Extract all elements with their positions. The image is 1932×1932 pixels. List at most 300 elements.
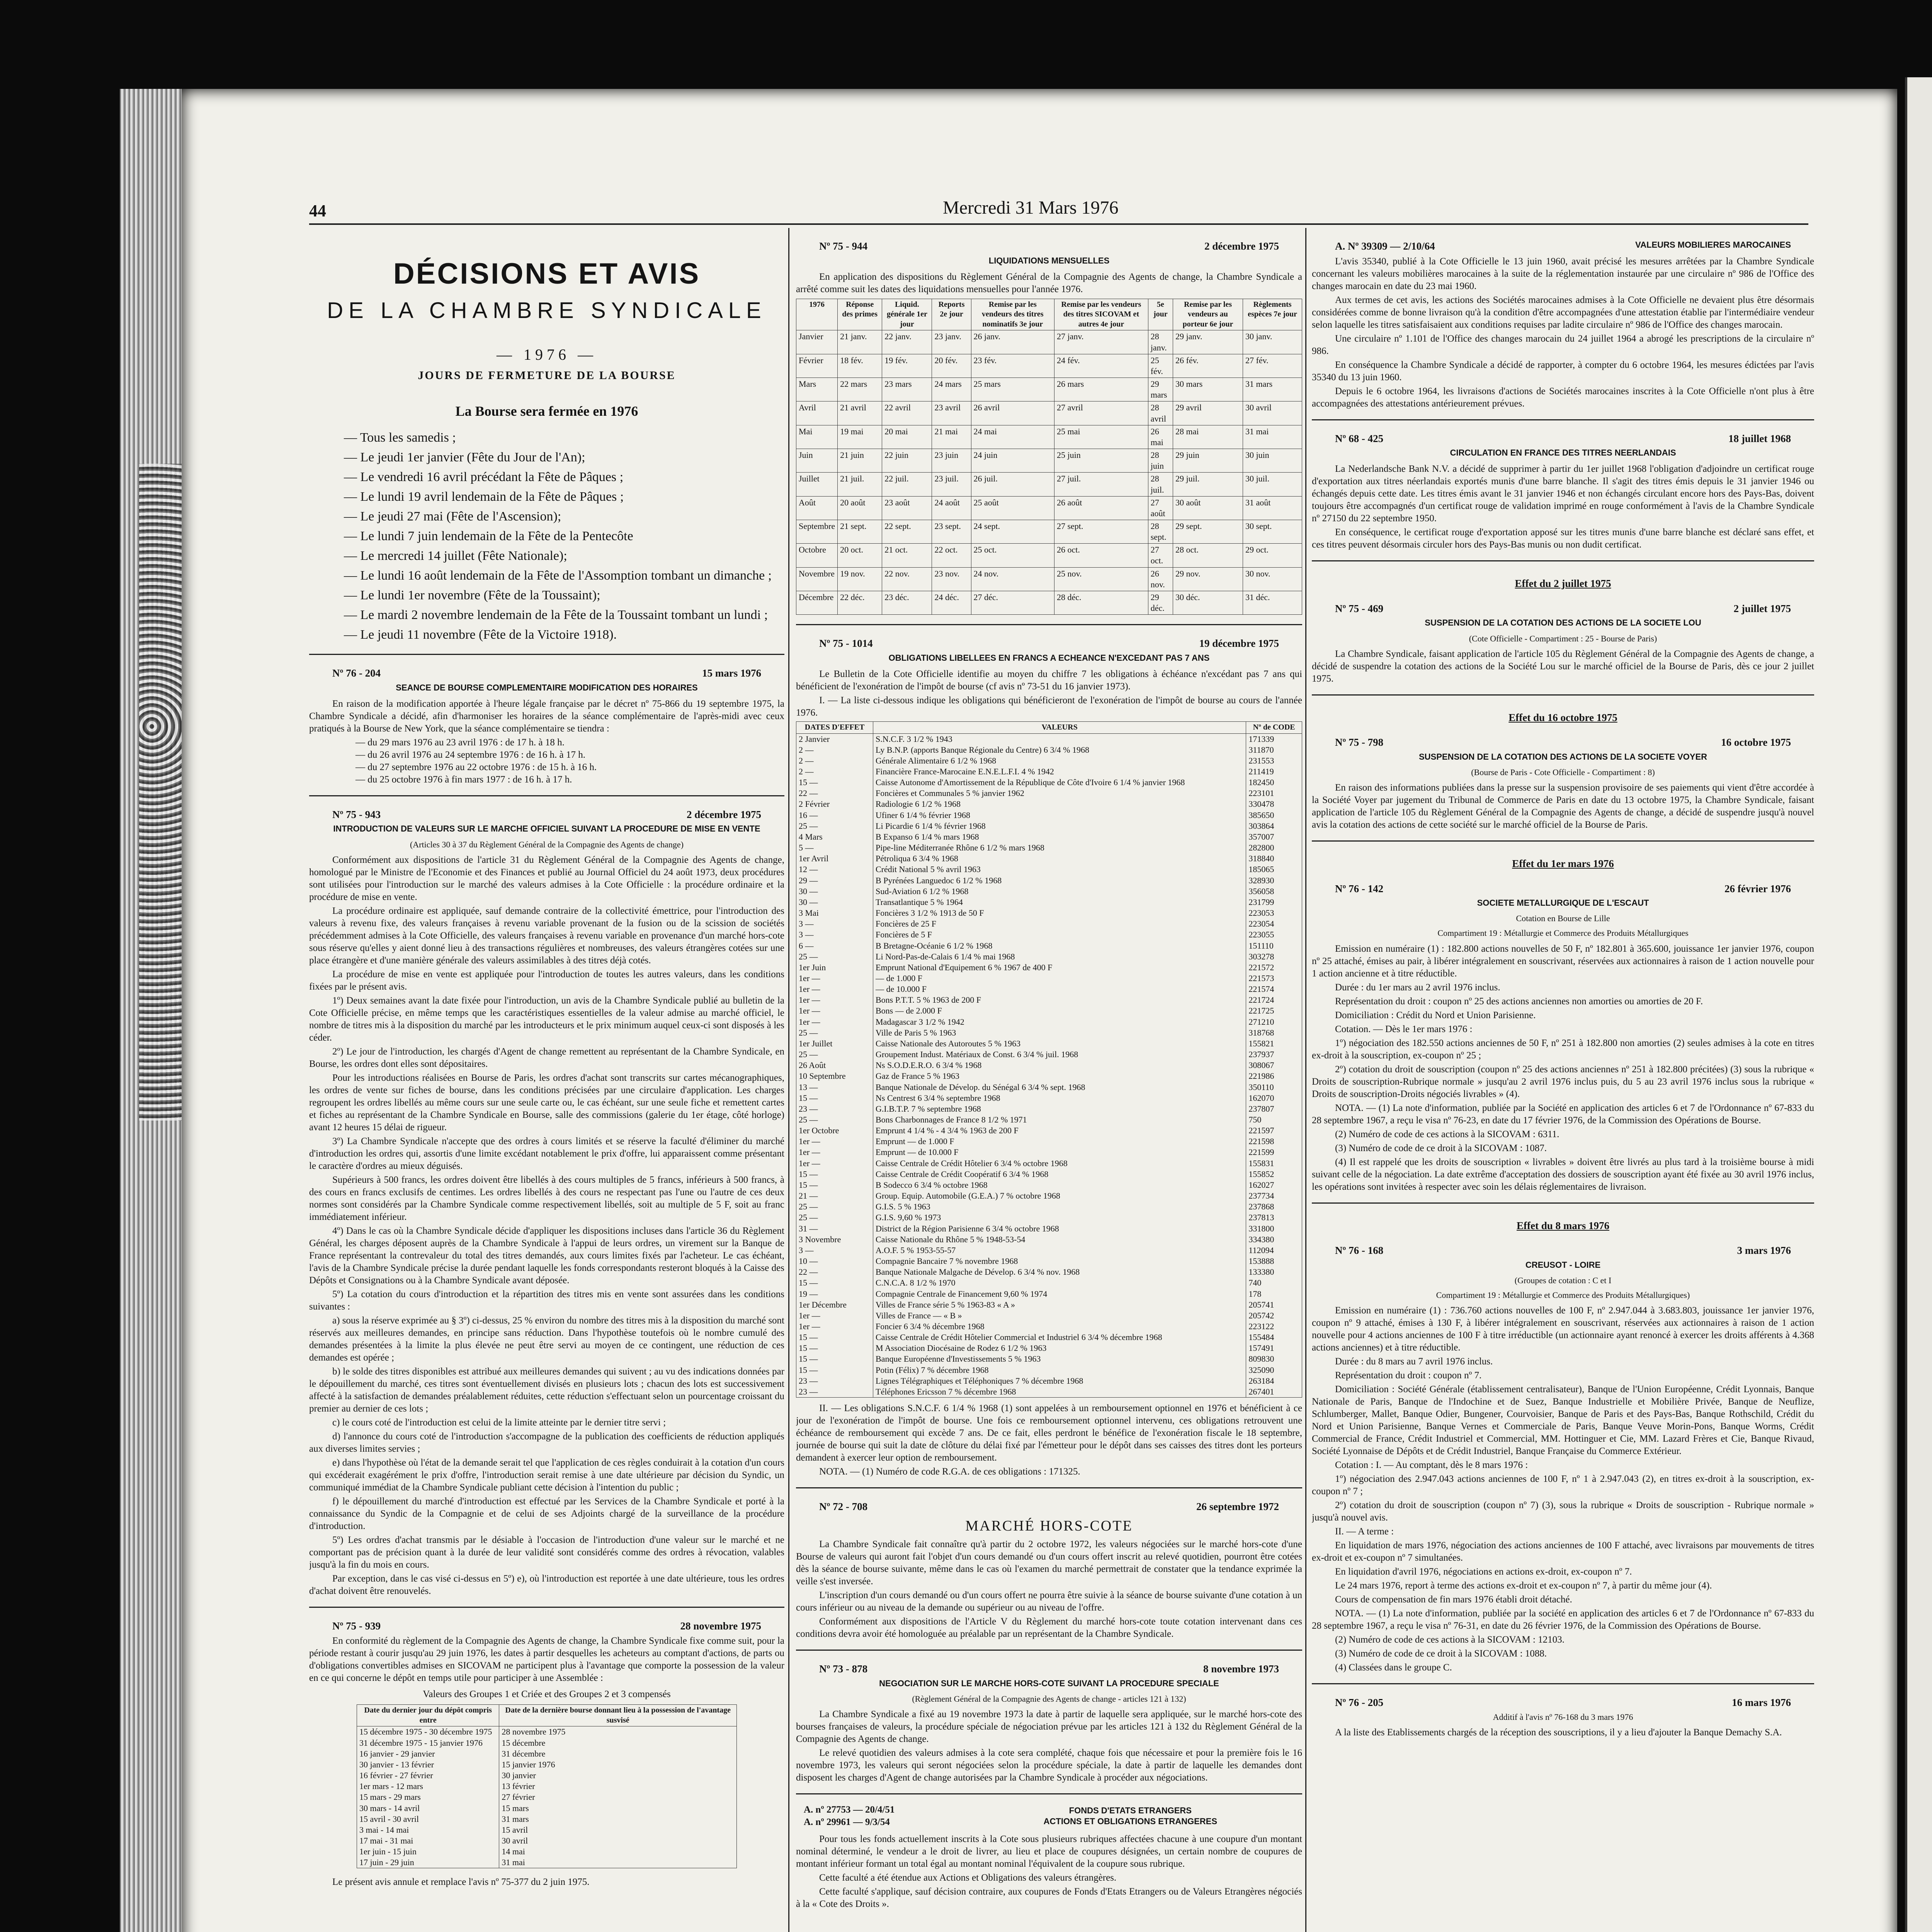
table-cell: 23 sept. [932, 520, 971, 543]
table-cell: 19 — [796, 1289, 873, 1299]
table-cell: Banque Européenne d'Investissements 5 % 1963 [873, 1354, 1246, 1364]
table-cell: 30 janvier [499, 1770, 737, 1781]
article-title: SUSPENSION DE LA COTATION DES ACTIONS DE LA SOCIETE VOYER [1418, 752, 1708, 762]
table-cell: 23 janv. [932, 330, 971, 354]
table-cell: 155831 [1246, 1158, 1302, 1169]
table-cell: 1er — [796, 973, 873, 984]
table-row [796, 1169, 1302, 1180]
table-row [796, 1005, 1302, 1016]
paragraph: La Chambre Syndicale fait connaître qu'à partir du 2 octobre 1972, les valeurs négociées sur le marché hors-cote d'une Bourse de valeurs qui auront fait l'objet d'un cours demandé ou d'un cours offert inscrit au relevé quotidien, pourront être cotées dès la séance de bourse suivante, même dans le cas où l'examen du marché permettrait de constater que la tendance exprimée la veille s'est inversée. [796, 1539, 1302, 1587]
article-text: La Chambre Syndicale, faisant application de l'article 105 du Règlement Général de la Compagnie des Agents de change, a décidé de suspendre la cotation des actions de la Société Lou sur le marché officiel de la Bourse de Paris, dès ce jour 2 juillet 1975. [1312, 648, 1814, 684]
table-cell: 27 janv. [1054, 330, 1148, 354]
table-cell: Li Nord-Pas-de-Calais 6 1/4 % mai 1968 [873, 951, 1246, 962]
table-cell: Villes de France — « B » [873, 1310, 1246, 1321]
table-cell: 21 oct. [882, 544, 932, 567]
table-cell: 1er — [796, 1158, 873, 1169]
schedule-item: — du 29 mars 1976 au 23 avril 1976 : de 17 h. à 18 h. [355, 737, 565, 748]
table-cell: 31 mars [1243, 378, 1302, 401]
table-cell: 23 — [796, 1104, 873, 1114]
table-cell: B Pyrénées Languedoc 6 1/2 % 1968 [873, 875, 1246, 886]
table-cell: 30 nov. [1243, 567, 1302, 591]
table-cell: 26 fév. [1173, 354, 1243, 378]
closing-day-item: — Le mardi 2 novembre lendemain de la Fête de la Toussaint tombant un lundi ; [344, 605, 784, 625]
table-row [796, 1125, 1302, 1136]
table-cell: G.I.B.T.P. 7 % septembre 1968 [873, 1104, 1246, 1114]
table-cell: 22 nov. [882, 567, 932, 591]
table-cell: 30 — [796, 886, 873, 897]
table-row [796, 777, 1302, 788]
table-cell: 205742 [1246, 1310, 1302, 1321]
table-cell: 21 juin [838, 449, 882, 473]
table-row [796, 1093, 1302, 1104]
paragraph: Supérieurs à 500 francs, les ordres doivent être libellés à des cours multiples de 5 francs, inférieurs à 500 francs, à des cours en francs exclusifs de centimes. Les ordres libellés à des cours ne respectant pas l'une ou l'autre de ces deux normes sont considérés par la Chambre Syndicale comme respectivement libellés, soit au multiple de 5 F, soit au franc immédiatement inférieur. [309, 1174, 784, 1222]
table-row [796, 1256, 1302, 1267]
table-cell: Novembre [796, 567, 838, 591]
article-subtitle: (Cote Officielle - Compartiment : 25 - Bourse de Paris) [1469, 633, 1657, 643]
table-cell: 4 Mars [796, 832, 873, 842]
table-cell: 19 nov. [838, 567, 882, 591]
table-cell: 15 — [796, 1332, 873, 1343]
table-cell: 2 Janvier [796, 733, 873, 745]
table-cell: 15 — [796, 1277, 873, 1288]
table-cell: Caisse Nationale du Rhône 5 % 1948-53-54 [873, 1234, 1246, 1245]
table-cell: 17 mai - 31 mai [357, 1835, 499, 1846]
table-row [796, 520, 1302, 543]
table-cell: 15 — [796, 1343, 873, 1354]
divider [796, 1650, 1302, 1651]
effect-date: Effet du 2 juillet 1975 [1515, 578, 1611, 590]
table-cell: 13 — [796, 1082, 873, 1093]
table-cell: 20 mai [882, 425, 932, 449]
table-row [796, 962, 1302, 973]
table-cell: 25 nov. [1054, 567, 1148, 591]
paragraph: Pour tous les fonds actuellement inscrits à la Cote sous plusieurs rubriques affectées chacune à une coupure d'un montant nominal déterminé, le vendeur a le droit de livrer, au lieu et place de coupures désignées, un certain nombre de coupures de montant inférieur formant un total égal au montant nominal l'équivalent de la coupure sous rubrique. [796, 1834, 1302, 1869]
table-row [357, 1781, 737, 1792]
table-cell: C.N.C.A. 8 1/2 % 1970 [873, 1277, 1246, 1288]
article-text: II. — Les obligations S.N.C.F. 6 1/4 % 1968 (1) sont appelées à un remboursement optionnel en 1976 et bénéficient à ce jour de l'exonération de l'impôt de bourse. Une fois ce remboursement optionnel intervenu, ces obligations retrouvent une échéance de remboursement qui excède 7 ans. De ce fait, elles perdront le bénéfice de l'exonération fiscale le 18 septembre, journée de bourse qui suit la date de clôture du délai fixé par l'émetteur pour le dépôt dans ses caisses des titres dont les porteurs demandent à exercer leur option de remboursement. [796, 1403, 1302, 1463]
schedule-item: — du 25 octobre 1976 à fin mars 1977 : de 16 h. à 17 h. [355, 774, 572, 785]
table-cell: 231553 [1246, 755, 1302, 766]
article-title: SEANCE DE BOURSE COMPLEMENTAIRE MODIFICATION DES HORAIRES [396, 682, 698, 692]
table-cell: 15 mars [499, 1803, 737, 1814]
article-header: Nº 75 - 469 2 juillet 1975 [1335, 602, 1791, 614]
article-footer: Le présent avis annule et remplace l'avis nº 75-377 du 2 juin 1975. [332, 1877, 590, 1888]
table-cell: Bons Charbonnages de France 8 1/2 % 1971 [873, 1114, 1246, 1125]
table-cell: 15 avril [499, 1825, 737, 1835]
closing-day-item: — Le lundi 19 avril lendemain de la Fête de Pâques ; [344, 487, 784, 507]
paragraph: Depuis le 6 octobre 1964, les livraisons d'actions de Sociétés marocaines inscrites à la Cote Officielle n'ont plus à être accompagnées des attestations antérieurement prévues. [1312, 386, 1814, 409]
paragraph: Domiciliation : Société Générale (établissement centralisateur), Banque de l'Union Européenne, Crédit Lyonnais, Banque Nationale de Paris, Banque de l'Indochine et de Suez, Banque Industrielle et Mobilière Privée, Banque de Neuflize, Schlumberger, Mallet, Banque Odier, Bungener, Courvoisier, Banque de Paris et des Pays-Bas, Banque Rothschild, Crédit du Nord et Union Parisienne, Banque Vernes et Commerciale de Paris, Banque Veuve Morin-Pons, Banque Worms, Crédit Commercial de France, Crédit Industriel et Commercial, MM. Hottinguer et Cie, MM. Lazard Frères et Cie, Banque Rivaud, Société Lyonnaise de Dépôts et de Crédit Industriel, Banque Française du Commerce Extérieur. [1312, 1384, 1814, 1457]
paragraph: 2º) Le jour de l'introduction, les chargés d'Agent de change remettent au représentant de la Chambre Syndicale, en Bourse, les ordres dont elles sont dépositaires. [309, 1046, 784, 1069]
main-subtitle: DE LA CHAMBRE SYNDICALE [327, 298, 767, 323]
table-cell: Lignes Télégraphiques et Téléphoniques 7 % décembre 1968 [873, 1376, 1246, 1386]
liquidation-table [796, 299, 1302, 615]
main-title: DÉCISIONS ET AVIS [393, 257, 701, 290]
table-cell: District de la Région Parisienne 6 3/4 % octobre 1968 [873, 1223, 1246, 1234]
table-cell: 24 déc. [932, 591, 971, 614]
table-cell: 267401 [1246, 1386, 1302, 1398]
table-cell: 223054 [1246, 918, 1302, 929]
table-cell: 22 juil. [882, 473, 932, 496]
table-row [796, 951, 1302, 962]
article-text: Le Bulletin de la Cote Officielle identifie au moyen du chiffre 7 les obligations à échéance n'excédant pas 7 ans qui bénéficient de l'exonération de l'impôt de bourse (cf avis nº 73-51 du 16 janvier 1973). [796, 668, 1302, 692]
article-text: En application des dispositions du Règlement Général de la Compagnie des Agents de change, la Chambre Syndicale a arrêté comme suit les dates des liquidations mensuelles pour l'année 1976. [796, 271, 1302, 294]
table-row [796, 995, 1302, 1005]
table-cell: Pipe-line Méditerranée Rhône 6 1/2 % mars 1968 [873, 842, 1246, 853]
table-cell: 22 oct. [932, 544, 971, 567]
table-cell: 15 — [796, 1169, 873, 1180]
divider [1312, 419, 1814, 420]
table-row [796, 1277, 1302, 1288]
table-row [796, 378, 1302, 401]
article-text: En conformité du règlement de la Compagnie des Agents de change, la Chambre Syndicale fixe comme suit, pour la période restant à courir jusqu'au 29 juin 1976, les dates à partir desquelles les acheteurs au comptant d'actions, de parts ou d'obligations convertibles admises en SICOVAM ne participent plus à l'avantage que comporte la possession de la valeur en ce qui concerne le dépôt en temps utile pour participer à une Assemblée : [309, 1636, 784, 1684]
column-header: Liquid. générale 1er jour [882, 299, 932, 330]
table-cell: 26 Août [796, 1060, 873, 1071]
table-row [796, 1049, 1302, 1060]
effect-date: Effet du 8 mars 1976 [1517, 1219, 1609, 1231]
table-cell: 29 avril [1173, 401, 1243, 425]
table-cell: 31 décembre 1975 - 15 janvier 1976 [357, 1738, 499, 1748]
table-cell: 5 — [796, 842, 873, 853]
paragraph: Représentation du droit : coupon nº 7. [1335, 1370, 1482, 1381]
table-cell: 16 — [796, 810, 873, 821]
column-2 [796, 228, 1302, 1932]
table-cell: B Bretagne-Océanie 6 1/2 % 1968 [873, 940, 1246, 951]
table-cell: G.I.S. 5 % 1963 [873, 1201, 1246, 1212]
divider [1312, 1202, 1814, 1204]
divider [1312, 694, 1814, 696]
table-cell: 308067 [1246, 1060, 1302, 1071]
table-cell: 26 mai [1148, 425, 1173, 449]
table-cell: 15 — [796, 1365, 873, 1376]
table-row [357, 1759, 737, 1770]
article-note: NOTA. — (1) Numéro de code R.G.A. de ces obligations : 171325. [819, 1466, 1080, 1477]
table-cell: 30 mars - 14 avril [357, 1803, 499, 1814]
table-cell: 28 novembre 1975 [499, 1726, 737, 1738]
article-subtitle: Compartiment 19 : Métallurgie et Commerce des Produits Métallurgiques [1437, 928, 1689, 938]
table-cell: Foncières de 25 F [873, 918, 1246, 929]
table-cell: 31 mars [499, 1814, 737, 1825]
table-row [796, 1365, 1302, 1376]
table-cell: 28 avril [1148, 401, 1173, 425]
table-cell: 29 juin [1173, 449, 1243, 473]
next-page-edge [1905, 77, 1932, 1932]
table-cell: Téléphones Ericsson 7 % décembre 1968 [873, 1386, 1246, 1398]
article-header: Nº 76 - 205 16 mars 1976 [1335, 1697, 1791, 1709]
closing-day-item: — Le jeudi 1er janvier (Fête du Jour de l'An); [344, 447, 784, 467]
article-header: Nº 72 - 708 26 septembre 1972 [819, 1501, 1279, 1513]
table-cell: 3 Novembre [796, 1234, 873, 1245]
table-cell: 22 — [796, 788, 873, 799]
column-header: DATES D'EFFET [796, 721, 873, 733]
table-row [796, 1386, 1302, 1398]
table-cell: 15 décembre [499, 1738, 737, 1748]
table-cell: 205741 [1246, 1299, 1302, 1310]
table-cell: Emprunt — de 10.000 F [873, 1147, 1246, 1158]
table-cell: 2 — [796, 745, 873, 755]
table-row [796, 908, 1302, 918]
table-cell: Caisse Centrale de Crédit Hôtelier Commercial et Industriel 6 3/4 % décembre 1968 [873, 1332, 1246, 1343]
paragraph: 1º) Deux semaines avant la date fixée pour l'introduction, un avis de la Chambre Syndicale publié au bulletin de la Cote Officielle précise, en même temps que les caractéristiques essentielles de la valeur admise au marché officiel, le nombre de titres mis à la disposition du marché par les introducteurs et le prix minimum auquel ceux-ci sont disposés à les céder. [309, 995, 784, 1043]
table-cell: 27 sept. [1054, 520, 1148, 543]
header-rule [309, 223, 1808, 225]
table-cell: 31 mai [499, 1857, 737, 1868]
column-1 [309, 228, 784, 1932]
table-cell: 1er Octobre [796, 1125, 873, 1136]
table-header-row [796, 721, 1302, 733]
paragraph: 2º) cotation du droit de souscription (coupon nº 7) (3), sous la rubrique « Droits de souscription - Rubrique normale » jusqu'à nouvel avis. [1312, 1500, 1814, 1523]
article-body [1312, 463, 1814, 551]
table-cell: 325090 [1246, 1365, 1302, 1376]
table-cell: 23 fév. [971, 354, 1054, 378]
table-cell: 28 juil. [1148, 473, 1173, 496]
table-row [796, 1201, 1302, 1212]
table-cell: 282800 [1246, 842, 1302, 853]
table-cell: 1er — [796, 1136, 873, 1147]
article-body [1312, 255, 1814, 410]
table-cell: Mars [796, 378, 838, 401]
table-cell: 331800 [1246, 1223, 1302, 1234]
table-row [796, 1180, 1302, 1190]
table-cell: G.I.S. 9,60 % 1973 [873, 1212, 1246, 1223]
table-cell: 155821 [1246, 1038, 1302, 1049]
table-cell: 334380 [1246, 1234, 1302, 1245]
table-cell: 22 déc. [838, 591, 882, 614]
table-cell: 2 — [796, 766, 873, 777]
table-cell: 24 nov. [971, 567, 1054, 591]
effect-date: Effet du 16 octobre 1975 [1509, 711, 1617, 723]
column-header: Remise par les vendeurs des titres nominatifs 3e jour [971, 299, 1054, 330]
dates-table [357, 1704, 737, 1868]
article-subtitle: (Règlement Général de la Compagnie des Agents de change - articles 121 à 132) [912, 1694, 1186, 1704]
table-cell: Mai [796, 425, 838, 449]
schedule-list [309, 736, 784, 786]
schedule-item: — du 26 avril 1976 au 24 septembre 1976 : de 16 h. à 17 h. [355, 749, 586, 760]
table-cell: 223101 [1246, 788, 1302, 799]
table-cell: 26 mars [1054, 378, 1148, 401]
table-cell: 27 février [499, 1792, 737, 1803]
table-cell: 31 déc. [1243, 591, 1302, 614]
table-cell: 17 juin - 29 juin [357, 1857, 499, 1868]
table-row [796, 1158, 1302, 1169]
table-cell: 221598 [1246, 1136, 1302, 1147]
table-row [796, 929, 1302, 940]
table-row [796, 1321, 1302, 1332]
paragraph: NOTA. — (1) La note d'information, publiée par la Société en application des articles 6 et 7 de l'Ordonnance nº 67-833 du 28 septembre 1967, a reçu le visa nº 76-23, en date du 17 février 1976, de la Commission des Opérations de Bourse. [1312, 1102, 1814, 1126]
table-cell: 3 Mai [796, 908, 873, 918]
article-header: Nº 75 - 1014 19 décembre 1975 [819, 638, 1279, 650]
table-cell: 171339 [1246, 733, 1302, 745]
table-cell: Villes de France série 5 % 1963-83 « A » [873, 1299, 1246, 1310]
table-cell: 24 mai [971, 425, 1054, 449]
article-body [1312, 943, 1814, 1193]
table-cell: Radiologie 6 1/2 % 1968 [873, 799, 1246, 810]
article-header: Nº 68 - 425 18 juillet 1968 [1335, 432, 1791, 444]
table-row [357, 1846, 737, 1857]
paragraph: Le 24 mars 1976, report à terme des actions ex-droit et ex-coupon nº 7, à partir du même jour (4). [1335, 1580, 1712, 1591]
column-header: Réponse des primes [838, 299, 882, 330]
paragraph: Domiciliation : Crédit du Nord et Union Parisienne. [1335, 1010, 1536, 1020]
table-cell: 357007 [1246, 832, 1302, 842]
table-cell: 1er — [796, 1310, 873, 1321]
paragraph: Cotation. — Dès le 1er mars 1976 : [1335, 1024, 1473, 1034]
column-header: Nº de CODE [1246, 721, 1302, 733]
table-cell: 21 juil. [838, 473, 882, 496]
table-cell: 25 août [971, 496, 1054, 520]
paragraph: Cotation : I. — Au comptant, dès le 8 mars 1976 : [1335, 1460, 1528, 1471]
paragraph: Pour les introductions réalisées en Bourse de Paris, les ordres d'achat sont transcrits sur cartes mécanographiques, les ordres de vente sur fiches de bourse, dans les conditions précisées par une circulaire d'application. Les charges regroupent les ordres libellés au même cours sur une seule carte ou, le cas échéant, sur une seule fiche et remettent cartes et fiches au représentant de la Chambre Syndicale en Bourse, salle des commissions (galerie du 1er étage, côté horloge) avant 12 heures 15 délai de rigueur. [309, 1072, 784, 1133]
table-cell: 22 — [796, 1267, 873, 1277]
table-cell: 303278 [1246, 951, 1302, 962]
table-row [357, 1857, 737, 1868]
table-cell: 23 juin [932, 449, 971, 473]
table-row [357, 1726, 737, 1738]
paragraph: Durée : du 1er mars au 2 avril 1976 inclus. [1335, 982, 1500, 993]
table-cell: Février [796, 354, 838, 378]
table-cell: 237937 [1246, 1049, 1302, 1060]
article-title: SOCIETE METALLURGIQUE DE L'ESCAUT [1477, 898, 1649, 908]
paragraph: e) dans l'hypothèse où l'état de la demande serait tel que l'application de ces règles conduirait à la cotation d'un cours qui excéderait exagérément le prix d'offre, l'introduction serait remise à une date ultérieure par décision du Syndic, un communiqué immédiat de la Chambre Syndicale publiant cette décision à l'intention du public ; [309, 1457, 784, 1493]
article-body [796, 1708, 1302, 1784]
table-cell: Ville de Paris 5 % 1963 [873, 1027, 1246, 1038]
table-row [357, 1825, 737, 1835]
table-row [796, 1027, 1302, 1038]
article-title: CIRCULATION EN FRANCE DES TITRES NEERLANDAIS [1450, 448, 1676, 458]
closing-day-item: — Le lundi 7 juin lendemain de la Fête de la Pentecôte [344, 526, 784, 546]
table-cell: Août [796, 496, 838, 520]
closing-day-item: — Tous les samedis ; [344, 428, 784, 447]
table-cell: 30 juil. [1243, 473, 1302, 496]
article-body [796, 1833, 1302, 1910]
divider [309, 1607, 784, 1608]
table-cell: 15 mars - 29 mars [357, 1792, 499, 1803]
table-cell: 21 janv. [838, 330, 882, 354]
table-cell: 221573 [1246, 973, 1302, 984]
table-cell: Bons P.T.T. 5 % 1963 de 200 F [873, 995, 1246, 1005]
table-row [796, 473, 1302, 496]
table-row [796, 330, 1302, 354]
table-cell: 16 février - 27 février [357, 1770, 499, 1781]
table-cell: Pétroliqua 6 3/4 % 1968 [873, 853, 1246, 864]
paragraph: La procédure ordinaire est appliquée, sauf demande contraire de la collectivité émettrice, pour l'introduction des valeurs à revenu fixe, des valeurs françaises à revenu variable provenant de la fusion ou de la scission de sociétés précédemment admises à la Cote Officielle, des valeurs françaises à revenu variable en provenance d'un marché hors-cote sous réserve qu'elles y aient donné lieu à des transactions régulières et nombreuses, des valeurs étrangères cotées sur une place étrangère et d'une manière générale des valeurs assimilables à des titres déjà cotés. [309, 905, 784, 966]
table-cell: 25 mars [971, 378, 1054, 401]
table-cell: 221597 [1246, 1125, 1302, 1136]
paragraph: c) le cours coté de l'introduction est celui de la limite atteinte par le dernier titre servi ; [332, 1417, 666, 1428]
column-header: Date de la dernière bourse donnant lieu à la possession de l'avantage susvisé [499, 1705, 737, 1726]
table-cell: 25 mai [1054, 425, 1148, 449]
table-cell: — de 10.000 F [873, 984, 1246, 995]
table-row [796, 755, 1302, 766]
table-cell: 1er mars - 12 mars [357, 1781, 499, 1792]
table-row [796, 1245, 1302, 1256]
article-title: OBLIGATIONS LIBELLEES EN FRANCS A ECHEANCE N'EXCEDANT PAS 7 ANS [888, 653, 1210, 663]
table-cell: 19 fév. [882, 354, 932, 378]
table-cell: 20 oct. [838, 544, 882, 567]
table-cell: 26 août [1054, 496, 1148, 520]
table-row [796, 354, 1302, 378]
paragraph: Conformément aux dispositions de l'article 31 du Règlement Général de la Compagnie des Agents de change, homologué par le Ministre de l'Economie et des Finances et publié au Journal Officiel du 24 août 1973, deux procédures sont utilisées pour l'introduction sur le marché des valeurs admises à la Cote Officielle : la procédure ordinaire et la procédure de mise en vente. [309, 854, 784, 902]
table-cell: 28 déc. [1054, 591, 1148, 614]
schedule-item: — du 27 septembre 1976 au 22 octobre 1976 : de 15 h. à 16 h. [355, 762, 597, 772]
table-cell: 26 juil. [971, 473, 1054, 496]
table-cell: Caisse Nationale des Autoroutes 5 % 1963 [873, 1038, 1246, 1049]
table-cell: 185065 [1246, 864, 1302, 875]
table-cell: S.N.C.F. 3 1/2 % 1943 [873, 733, 1246, 745]
article-title: INTRODUCTION DE VALEURS SUR LE MARCHE OFFICIEL SUIVANT LA PROCEDURE DE MISE EN VENTE [333, 824, 760, 834]
table-cell: 20 août [838, 496, 882, 520]
table-cell: Emprunt 4 1/4 % - 4 3/4 % 1963 de 200 F [873, 1125, 1246, 1136]
column-rule-2 [1305, 228, 1306, 1932]
paragraph: Cours de compensation de fin mars 1976 établi droit détaché. [1335, 1594, 1572, 1605]
closing-intro: La Bourse sera fermée en 1976 [455, 403, 638, 419]
table-cell: 25 — [796, 1114, 873, 1125]
article-title: LIQUIDATIONS MENSUELLES [988, 255, 1110, 265]
table-row [796, 1136, 1302, 1147]
paragraph: Représentation du droit : coupon nº 25 des actions anciennes non amorties ou amorties de 20 F. [1335, 996, 1703, 1007]
table-cell: Caisse Centrale de Crédit Coopératif 6 3/4 % 1968 [873, 1169, 1246, 1180]
closing-days-list [309, 428, 784, 645]
table-cell: 30 janvier - 13 février [357, 1759, 499, 1770]
paragraph: Une circulaire nº 1.101 de l'Office des changes marocain du 24 juillet 1964 a abrogé les prescriptions de la circulaire nº 986. [1312, 333, 1814, 356]
article-header: Nº 75 - 943 2 décembre 1975 [332, 808, 761, 820]
table-cell: 20 fév. [932, 354, 971, 378]
table-cell: Foncières 3 1/2 % 1913 de 50 F [873, 908, 1246, 918]
article-subtitle: (Articles 30 à 37 du Règlement Général de la Compagnie des Agents de change) [410, 839, 684, 849]
article-title: MARCHÉ HORS-COTE [965, 1517, 1133, 1534]
table-cell: Ns S.O.D.E.R.O. 6 3/4 % 1968 [873, 1060, 1246, 1071]
table-cell: 1er — [796, 984, 873, 995]
paragraph: La Chambre Syndicale a fixé au 19 novembre 1973 la date à partir de laquelle sera appliquée, sur le marché hors-cote des bourses françaises de valeurs, la procédure spéciale de négociation prévue par les articles 121 à 132 du Règlement Général de la Compagnie des Agents de change. [796, 1709, 1302, 1745]
table-cell: 1er — [796, 1005, 873, 1016]
table-cell: 27 avril [1054, 401, 1148, 425]
table-row [796, 1017, 1302, 1027]
table-row [796, 567, 1302, 591]
table-cell: 26 oct. [1054, 544, 1148, 567]
table-row [796, 1223, 1302, 1234]
paragraph: (4) Classées dans le groupe C. [1335, 1662, 1452, 1673]
closing-title: JOURS DE FERMETURE DE LA BOURSE [418, 369, 676, 382]
table-cell: 12 — [796, 864, 873, 875]
table-row [796, 1147, 1302, 1158]
table-cell: 29 sept. [1173, 520, 1243, 543]
article-body [796, 1538, 1302, 1640]
table-row [357, 1748, 737, 1759]
table-cell: 16 janvier - 29 janvier [357, 1748, 499, 1759]
table-cell: 1er Juin [796, 962, 873, 973]
table-cell: 809830 [1246, 1354, 1302, 1364]
column-header: 1976 [796, 299, 838, 330]
column-3 [1312, 228, 1814, 1932]
table-row [796, 1343, 1302, 1354]
table-row [796, 1082, 1302, 1093]
table-cell: 25 — [796, 821, 873, 832]
paragraph: 5º) La cotation du cours d'introduction et la répartition des titres mis en vente sont assurées dans les conditions suivantes : [309, 1289, 784, 1312]
table-cell: 14 mai [499, 1846, 737, 1857]
table-row [796, 1332, 1302, 1343]
table-cell: B Expanso 6 1/4 % mars 1968 [873, 832, 1246, 842]
table-cell: 28 mai [1173, 425, 1243, 449]
table-cell: 21 mai [932, 425, 971, 449]
table-cell: 112094 [1246, 1245, 1302, 1256]
paragraph: b) le solde des titres disponibles est attribué aux meilleures demandes qui suivent ; au vu des indications données par le dépouillement du marché, ces titres sont éventuellement divisés en plusieurs lots ; chacun des lots est successivement affecté à la satisfaction de demandes préalablement réduites, cette réduction s'effectuant selon un pourcentage croissant du premier au dernier de ces lots ; [309, 1366, 784, 1414]
table-cell: 15 avril - 30 avril [357, 1814, 499, 1825]
table-cell: 237807 [1246, 1104, 1302, 1114]
table-cell: 25 — [796, 951, 873, 962]
table-cell: 29 — [796, 875, 873, 886]
table-row [796, 401, 1302, 425]
table-cell: 30 mars [1173, 378, 1243, 401]
closing-day-item: — Le mercredi 14 juillet (Fête Nationale); [344, 546, 784, 566]
